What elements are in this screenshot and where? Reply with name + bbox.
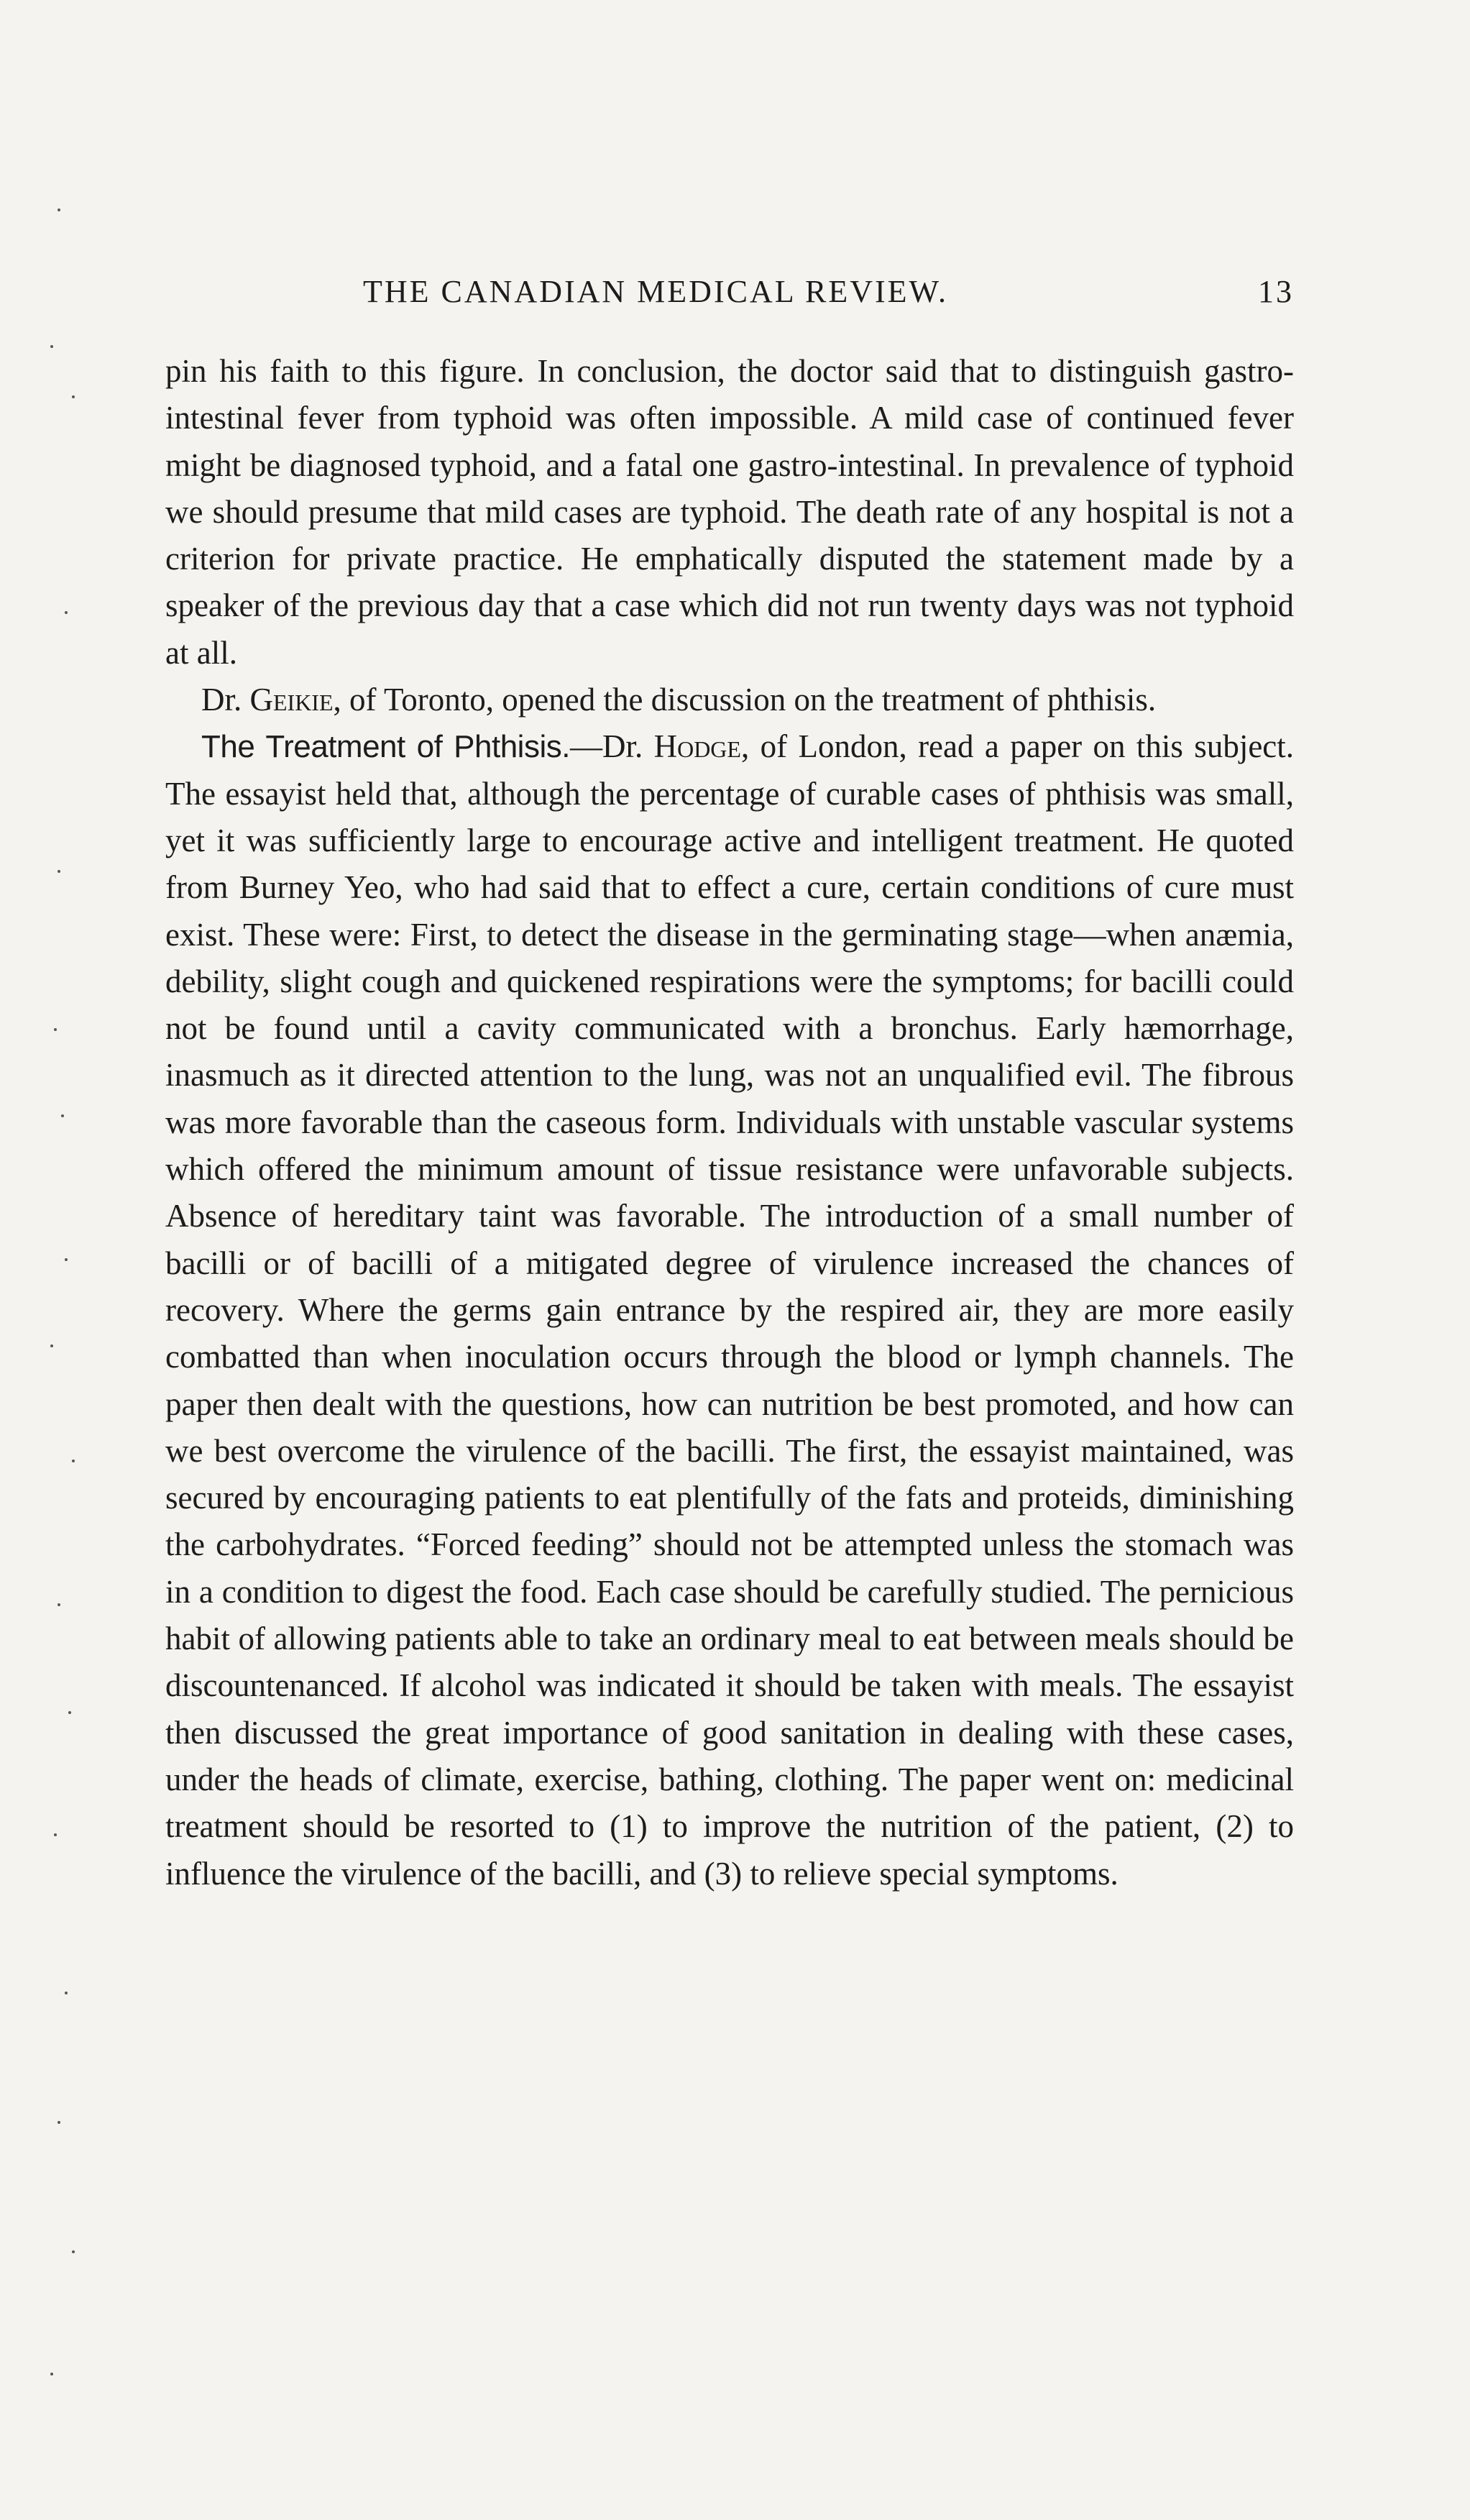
section-heading: The Treatment of Phthisis.	[201, 729, 570, 765]
paragraph-2-text: , of Toronto, opened the discussion on the treatment of phthisis.	[333, 682, 1157, 718]
paragraph-1: pin his faith to this figure. In conclusion, the doctor said that to distinguish gastro-intestinal fever from typhoid was often impossible. A mild case of continued fever might be diagnosed typhoid, and a fatal one gastro-intestinal. In prevalence of typhoid we should presume that mild cases are typhoid. The death rate of any hospital is not a criterion for private practice. He emphatically disputed the statement made by a speaker of the previous day that a case which did not run twenty days was not typhoid at all.	[165, 353, 1294, 671]
page-number: 13	[1258, 274, 1294, 309]
paragraph-2-prefix: Dr.	[201, 682, 250, 718]
paragraph-3-dash: —Dr.	[569, 728, 654, 765]
page	[165, 273, 1294, 1897]
margin-specks	[7, 180, 93, 2445]
body-text	[165, 348, 1294, 1897]
running-title: THE CANADIAN MEDICAL REVIEW.	[363, 274, 948, 309]
paragraph-2	[165, 677, 1294, 723]
author-name-hodge: Hodge	[653, 728, 741, 765]
author-name-geikie: Geikie	[249, 682, 334, 718]
paragraph-3-text: , of London, read a paper on this subject. The essayist held that, although the percentage of curable cases of phthisis was small, yet it was sufficiently large to encourage active and intelligent treatment. He quoted from Burney Yeo, who had said that to effect a cure, certain conditions of cure must exist. These were: First, to detect the disease in the germinating stage—when anæmia, debility, slight cough and quickened respirations were the symptoms; for bacilli could not be found until a cavity communicated with a bronchus. Early hæmorrhage, inasmuch as it directed attention to the lung, was not an unqualified evil. The fibrous was more favorable than the caseous form. Individuals with unstable vascular systems which offered the minimum amount of tissue resistance were unfavorable subjects. Absence of hereditary taint was favorable. The introduction of a small number of bacilli or of bacilli of a mitigated degree of virulence increased the chances of recovery. Where the germs gain entrance by the respired air, they are more easily combatted than when inoculation occurs through the blood or lymph channels. The paper then dealt with the questions, how can nutrition be best promoted, and how can we best overcome the virulence of the bacilli. The first, the essayist maintained, was secured by encouraging patients to eat plentifully of the fats and proteids, diminishing the carbohydrates. “Forced feeding” should not be attempted unless the stomach was in a condition to digest the food. Each case should be carefully studied. The pernicious habit of allowing patients able to take an ordinary meal to eat between meals should be discountenanced. If alcohol was indicated it should be taken with meals. The essayist then discussed the great importance of good sanitation in dealing with these cases, under the heads of climate, exercise, bathing, clothing. The paper went on: medicinal treatment should be resorted to (1) to improve the nutrition of the patient, (2) to influence the virulence of the bacilli, and (3) to relieve special symptoms.	[165, 728, 1295, 1892]
running-head	[165, 273, 1294, 331]
paragraph-3	[165, 723, 1294, 1897]
